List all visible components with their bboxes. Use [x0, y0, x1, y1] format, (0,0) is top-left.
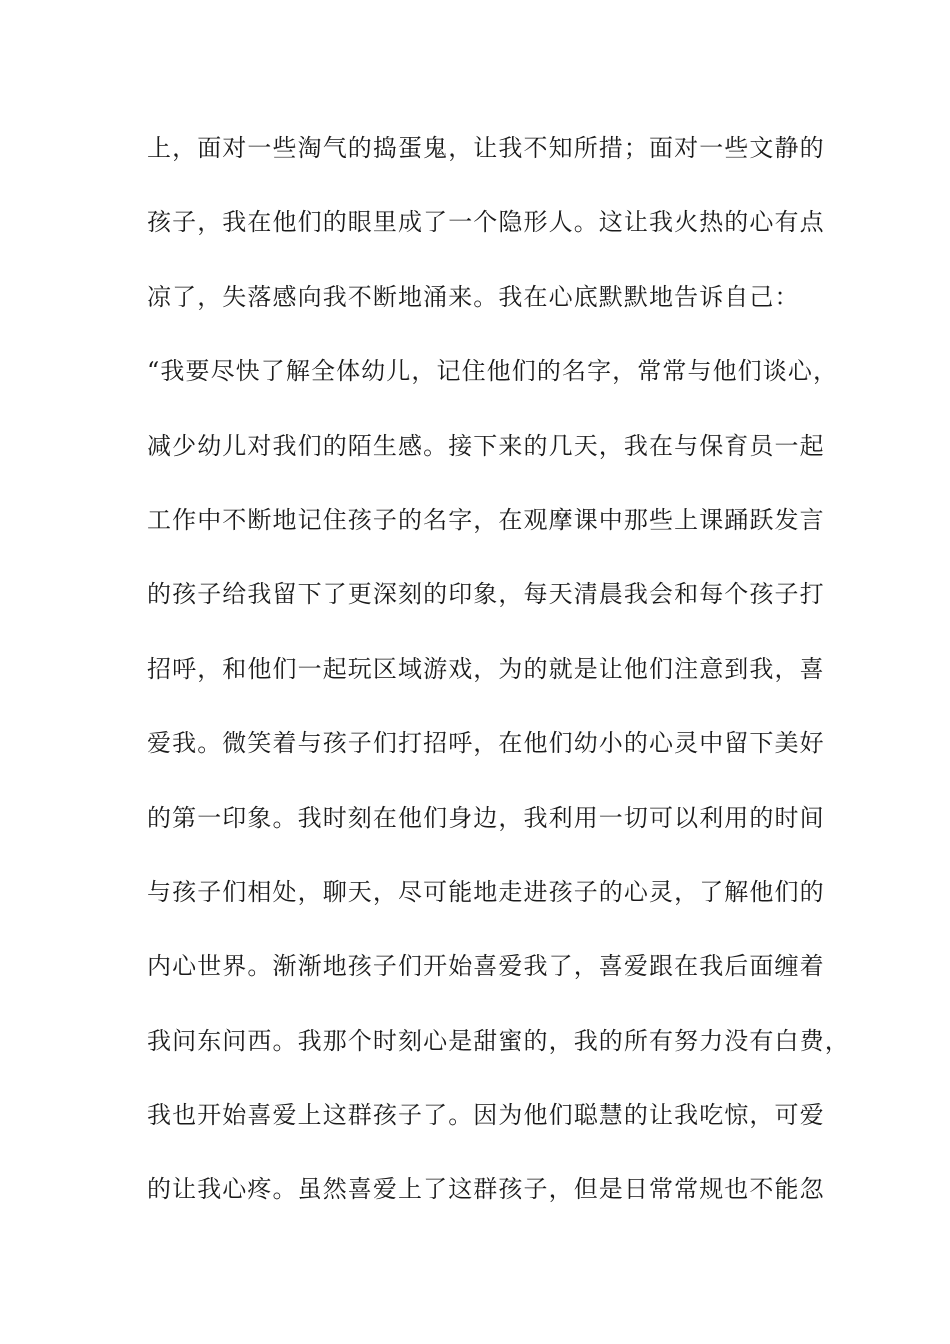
- text-line: 爱我。微笑着与孩子们打招呼，在他们幼小的心灵中留下美好: [147, 729, 825, 758]
- text-line: 工作中不断地记住孩子的名字，在观摩课中那些上课踊跃发言: [147, 505, 825, 534]
- text-line: 上，面对一些淘气的捣蛋鬼，让我不知所措；面对一些文静的: [147, 134, 825, 162]
- body-text: [147, 130, 850, 1246]
- text-line: 招呼，和他们一起玩区域游戏，为的就是让他们注意到我，喜: [147, 654, 825, 683]
- text-line: 孩子，我在他们的眼里成了一个隐形人。这让我火热的心有点: [147, 208, 825, 237]
- text-line: 的让我心疼。虽然喜爱上了这群孩子，但是日常常规也不能忽: [147, 1175, 825, 1204]
- text-line: 我也开始喜爱上这群孩子了。因为他们聪慧的让我吃惊，可爱: [147, 1101, 825, 1130]
- text-line: 与孩子们相处，聊天，尽可能地走进孩子的心灵，了解他们的: [147, 877, 825, 906]
- text-line: 内心世界。渐渐地孩子们开始喜爱我了，喜爱跟在我后面缠着: [147, 952, 825, 981]
- text-line: 的第一印象。我时刻在他们身边，我利用一切可以利用的时间: [147, 803, 825, 832]
- text-line: 我问东问西。我那个时刻心是甜蜜的，我的所有努力没有白费，: [147, 1026, 850, 1055]
- text-line: “我要尽快了解全体幼儿，记住他们的名字，常常与他们谈心，: [147, 357, 839, 386]
- text-line: 减少幼儿对我们的陌生感。接下来的几天，我在与保育员一起: [147, 431, 825, 460]
- text-line: 的孩子给我留下了更深刻的印象，每天清晨我会和每个孩子打: [147, 580, 825, 609]
- text-line: 凉了，失落感向我不断地涌来。我在心底默默地告诉自己：: [147, 282, 800, 311]
